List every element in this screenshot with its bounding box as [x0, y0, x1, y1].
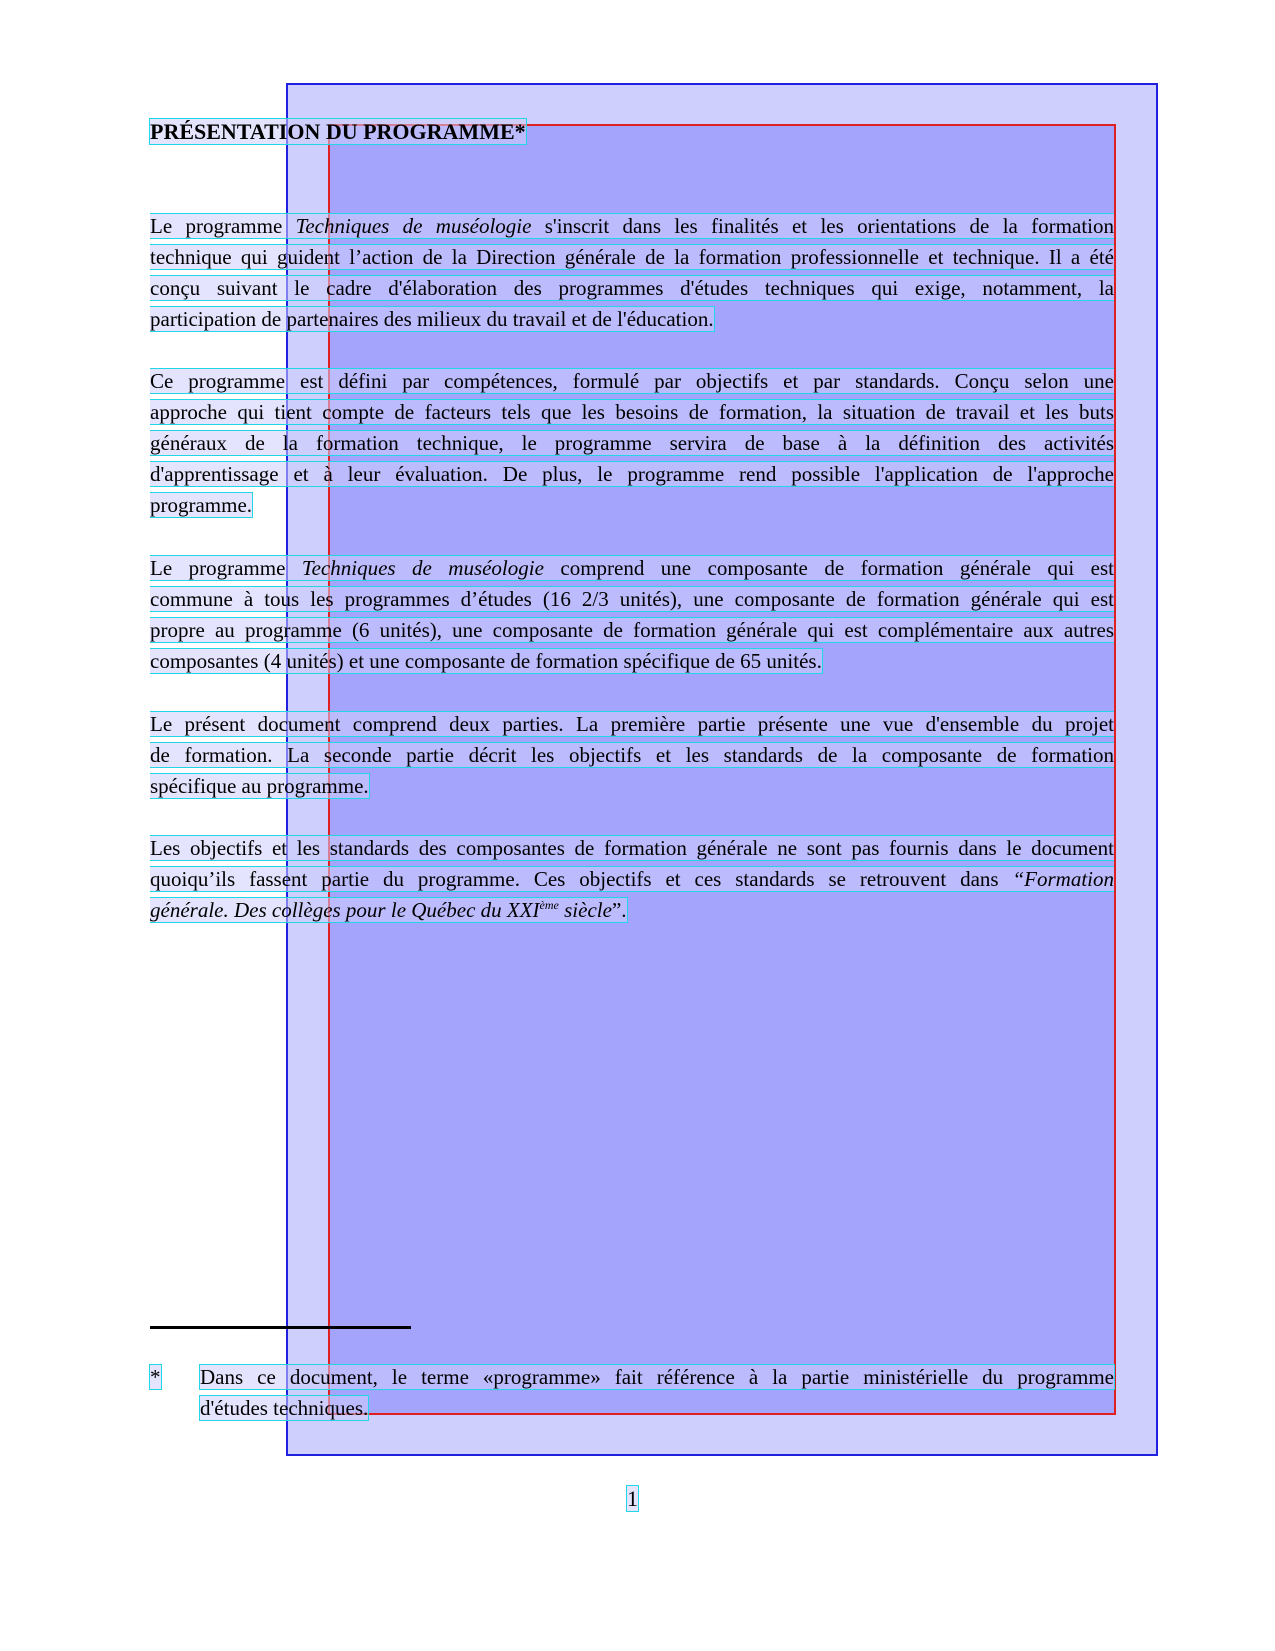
paragraph-line-text: [150, 307, 714, 331]
text-segment: généraux de la formation technique, le programme servira de base à la définition des activités: [150, 431, 1114, 455]
text-segment: Le programme: [150, 556, 302, 580]
text-segment: Techniques de muséologie: [295, 214, 532, 238]
paragraph-line-text: [150, 587, 1114, 611]
footnote-line: d'études techniques.: [200, 1396, 369, 1420]
paragraph-line: [150, 864, 1114, 895]
paragraph-line-text: [150, 556, 1114, 580]
paragraph-line: [150, 273, 1114, 304]
page-title-text: PRÉSENTATION DU PROGRAMME*: [150, 119, 526, 144]
paragraph-3: [150, 553, 1114, 677]
text-segment: s'inscrit dans les finalités et les orientations de la formation: [531, 214, 1114, 238]
page-number: 1: [627, 1486, 638, 1511]
paragraph-line: [150, 833, 1114, 864]
text-segment: Les objectifs et les standards des composantes de formation générale ne sont pas fournis dans le document: [150, 836, 1114, 860]
paragraph-line: [150, 740, 1114, 771]
text-segment: Le présent document comprend deux parties. La première partie présente une vue d'ensemble du projet: [150, 712, 1114, 736]
text-segment: technique qui guident l’action de la Direction générale de la formation professionnelle et technique. Il a été: [150, 245, 1114, 269]
text-segment: commune à tous les programmes d’études (16 2/3 unités), une composante de formation générale qui est: [150, 587, 1114, 611]
paragraph-line-text: [150, 836, 1114, 860]
paragraph-line: [150, 304, 1114, 335]
paragraph-line: [150, 366, 1114, 397]
text-segment: d'apprentissage et à leur évaluation. De plus, le programme rend possible l'application de l'approche: [150, 462, 1114, 486]
footnote-divider: [150, 1326, 411, 1329]
paragraph-line: [150, 584, 1114, 615]
paragraph-line: [150, 771, 1114, 802]
paragraph-line: [150, 553, 1114, 584]
footnote-mark: *: [150, 1365, 161, 1389]
text-segment: propre au programme (6 unités), une composante de formation générale qui est complémentaire aux autres: [150, 618, 1114, 642]
text-segment: composantes (4 unités) et une composante de formation spécifique de 65 unités.: [150, 649, 822, 673]
paragraph-line: [150, 615, 1114, 646]
text-segment: conçu suivant le cadre d'élaboration des programmes d'études techniques qui exige, notamment, la: [150, 276, 1114, 300]
text-segment: Le programme: [150, 214, 296, 238]
text-segment: participation de partenaires des milieux du travail et de l'éducation.: [150, 307, 714, 331]
paragraph-line: [150, 397, 1114, 428]
text-segment: spécifique au programme.: [150, 774, 369, 798]
paragraph-line-text: [150, 898, 627, 922]
paragraph-line: [150, 211, 1114, 242]
paragraph-line-text: [150, 431, 1114, 455]
page-title: [150, 118, 526, 146]
text-segment: générale. Des collèges pour le Québec du XXI: [150, 898, 540, 922]
footnote-text: [200, 1362, 1114, 1424]
paragraph-line-text: [150, 649, 822, 673]
paragraph-line: [150, 242, 1114, 273]
text-segment: ”.: [611, 898, 627, 922]
paragraph-4: [150, 709, 1114, 802]
footnote-line: Dans ce document, le terme «programme» fait référence à la partie ministérielle du programme: [200, 1365, 1114, 1389]
paragraph-line-text: [150, 400, 1114, 424]
paragraph-line: [150, 428, 1114, 459]
text-segment: Ce programme est défini par compétences, formulé par objectifs et par standards. Conçu selon une: [150, 369, 1114, 393]
text-segment: Techniques de muséologie: [301, 556, 544, 580]
text-segment: quoiqu’ils fassent partie du programme. Ces objectifs et ces standards se retrouvent dans: [150, 867, 1013, 891]
paragraph-line-text: [150, 493, 252, 517]
paragraph-line: [150, 459, 1114, 490]
paragraph-line-text: [150, 867, 1114, 891]
text-segment: ème: [539, 898, 559, 912]
paragraph-line-text: [150, 214, 1114, 238]
paragraph-2: [150, 366, 1114, 521]
paragraph-line-text: [150, 774, 369, 798]
paragraph-5: [150, 833, 1114, 926]
paragraph-line-text: [150, 712, 1114, 736]
paragraph-line-text: [150, 369, 1114, 393]
paragraph-line: [150, 646, 1114, 677]
paragraph-line: [150, 709, 1114, 740]
paragraph-line-text: [150, 743, 1114, 767]
text-segment: programme.: [150, 493, 253, 517]
text-segment: de formation. La seconde partie décrit les objectifs et les standards de la composante de formation: [150, 743, 1114, 767]
text-segment: siècle: [558, 898, 612, 922]
paragraph-1: [150, 211, 1114, 335]
paragraph-line-text: [150, 618, 1114, 642]
paragraph-line-text: [150, 462, 1114, 486]
paragraph-line-text: [150, 276, 1114, 300]
text-segment: approche qui tient compte de facteurs tels que les besoins de formation, la situation de travail et les buts: [150, 400, 1114, 424]
paragraph-line: [150, 490, 1114, 521]
text-segment: “Formation: [1012, 867, 1114, 891]
paragraph-line-text: [150, 245, 1114, 269]
paragraph-line: [150, 895, 1114, 926]
text-segment: comprend une composante de formation générale qui est: [543, 556, 1114, 580]
